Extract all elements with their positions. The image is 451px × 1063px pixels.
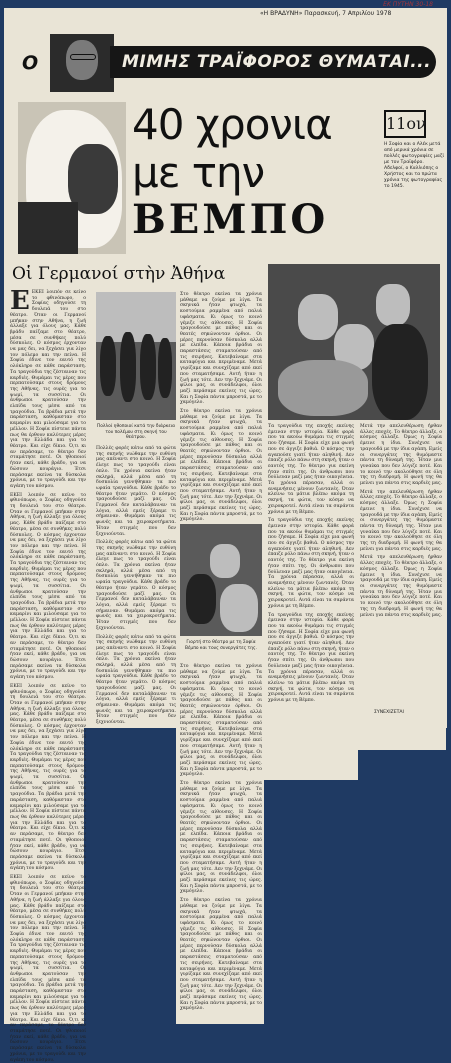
handwritten-note: ΕΚ ΠΥΤΗΝ 30-18 bbox=[383, 1, 433, 8]
article-column-1: ΕΕΚΕΙ λοιπόν σε κείνο το φθινόπωρο, ο Σοφίας οδηγούσε τη δουλειά του στο θέατρο. Όταν οι Γερμανοί μπήκαν στην Αθήνα, η ζωή άλλαξε για όλους μας. Κάθε βράδυ παίζαμε στο θέατρο, μέσα σε συνθήκες πολύ δύσκολες. Ο κόσμος έρχονταν να μας δει, να ξεχάσει για λίγο τον πόλεμο και την πείνα. Η Σοφία έδινε τον εαυτό της ολόκληρο σε κάθε παράσταση. Τα τραγούδια της ζέσταιναν τις καρδιές. Θυμάμαι τις μέρες που περπατούσαμε στους δρόμους της Αθήνας, τις ουρές για το ψωμί, τα συσσίτια. Οι άνθρωποι κρατούσαν την ελπίδα τους μέσα από τα τραγούδια. Τα βράδια μετά την παράσταση, καθόμασταν στο καμαρίνι και μιλούσαμε για το μέλλον. Η Σοφία πίστευε πάντα πως θα έρθουν καλύτερες μέρες για την Ελλάδα και για το θέατρο. Και είχε δίκιο. Ό,τι κι αν περάσαμε, το θέατρο δεν σταμάτησε ποτέ. Οι ηθοποιοί ήταν εκεί, κάθε βράδυ, για να δώσουν κουράγιο. Έτσι περάσαμε εκείνα τα δύσκολα χρόνια, με το τραγούδι και την αγάπη του κόσμου. ΕΚΕΙ λοιπόν σε κείνο το φθινόπωρο, ο Σοφίας οδηγούσε τη δουλειά του στο θέατρο. Όταν οι Γερμανοί μπήκαν στην Αθήνα, η ζωή άλλαξε για όλους μας. Κάθε βράδυ παίζαμε στο θέατρο, μέσα σε συνθήκες πολύ δύσκολες. Ο κόσμος έρχονταν να μας δει, να ξεχάσει για λίγο τον πόλεμο και την πείνα. Η Σοφία έδινε τον εαυτό της ολόκληρο σε κάθε παράσταση. Τα τραγούδια της ζέσταιναν τις καρδιές. Θυμάμαι τις μέρες που περπατούσαμε στους δρόμους της Αθήνας, τις ουρές για το ψωμί, τα συσσίτια. Οι άνθρωποι κρατούσαν την ελπίδα τους μέσα από τα τραγούδια. Τα βράδια μετά την παράσταση, καθόμασταν στο καμαρίνι και μιλούσαμε για το μέλλον. Η Σοφία πίστευε πάντα πως θα έρθουν καλύτερες μέρες για την Ελλάδα και για το θέατρο. Και είχε δίκιο. Ό,τι κι αν περάσαμε, το θέατρο δεν σταμάτησε ποτέ. Οι ηθοποιοί ήταν εκεί, κάθε βράδυ, για να δώσουν κουράγιο. Έτσι περάσαμε εκείνα τα δύσκολα χρόνια, με το τραγούδι και την αγάπη του κόσμου. ΕΚΕΙ λοιπόν σε κείνο το φθινόπωρο, ο Σοφίας οδηγούσε τη δουλειά του στο θέατρο. Όταν οι Γερμανοί μπήκαν στην Αθήνα, η ζωή άλλαξε για όλους μας. Κάθε βράδυ παίζαμε στο θέατρο, μέσα σε συνθήκες πολύ δύσκολες. Ο κόσμος έρχονταν να μας δει, να ξεχάσει για λίγο τον πόλεμο και την πείνα. Η Σοφία έδινε τον εαυτό της ολόκληρο σε κάθε παράσταση. Τα τραγούδια της ζέσταιναν τις καρδιές. Θυμάμαι τις μέρες που περπατούσαμε στους δρόμους της Αθήνας, τις ουρές για το ψωμί, τα συσσίτια. Οι άνθρωποι κρατούσαν την ελπίδα τους μέσα από τα τραγούδια. Τα βράδια μετά την παράσταση, καθόμασταν στο καμαρίνι και μιλούσαμε για το μέλλον. Η Σοφία πίστευε πάντα πως θα έρθουν καλύτερες μέρες για την Ελλάδα και για το θέατρο. Και είχε δίκιο. Ό,τι κι αν περάσαμε, το θέατρο δεν σταμάτησε ποτέ. Οι ηθοποιοί ήταν εκεί, κάθε βράδυ, για να δώσουν κουράγιο. Έτσι περάσαμε εκείνα τα δύσκολα χρόνια, με το τραγούδι και την αγάπη του κόσμου. ΕΚΕΙ λοιπόν σε κείνο το φθινόπωρο, ο Σοφίας οδηγούσε τη δουλειά του στο θέατρο. Όταν οι Γερμανοί μπήκαν στην Αθήνα, η ζωή άλλαξε για όλους μας. Κάθε βράδυ παίζαμε στο θέατρο, μέσα σε συνθήκες πολύ δύσκολες. Ο κόσμος έρχονταν να μας δει, να ξεχάσει για λίγο τον πόλεμο και την πείνα. Η Σοφία έδινε τον εαυτό της ολόκληρο σε κάθε παράσταση. Τα τραγούδια της ζέσταιναν τις καρδιές. Θυμάμαι τις μέρες που περπατούσαμε στους δρόμους της Αθήνας, τις ουρές για το ψωμί, τα συσσίτια. Οι άνθρωποι κρατούσαν την ελπίδα τους μέσα από τα τραγούδια. Τα βράδια μετά την παράσταση, καθόμασταν στο καμαρίνι και μιλούσαμε για το μέλλον. Η Σοφία πίστευε πάντα πως θα έρθουν καλύτερες μέρες για την Ελλάδα και για το θέατρο. Και είχε δίκιο. Ό,τι κι αν περάσαμε, το θέατρο δεν σταμάτησε ποτέ. Οι ηθοποιοί ήταν εκεί, κάθε βράδυ, για να δώσουν κουράγιο. Έτσι περάσαμε εκείνα τα δύσκολα χρόνια, με το τραγούδι και την αγάπη του κόσμου. bbox=[10, 286, 86, 1063]
photo-caption: Γιορτή στο θέατρο με τη Σοφία Βέμπο και τους συνεργάτες της. bbox=[185, 640, 257, 651]
photo-caption: Πολλοί ηθοποιοί κατά την διάρκεια του πολέμου στη σκηνή του θεάτρου. bbox=[96, 424, 176, 440]
newspaper-dateline: «Η ΒΡΑΔΥΝΗ» Παρασκευή, 7 Απριλίου 1978 bbox=[260, 10, 392, 17]
article-column-4: Τα τραγούδια της εποχής εκείνης έμειναν στην ιστορία. Κάθε φορά που τα ακούω θυμάμαι τις στιγμές που ζήσαμε. Η Σοφία είχε μια φωνή που σε άγγιζε βαθιά. Ο κόσμος την αγαπούσε γιατί ήταν αληθινή. Δεν έπαιζε ρόλο πάνω στη σκηνή, ήταν ο εαυτός της. Το θέατρο για εκείνη ήταν σπίτι της. Οι άνθρωποι που δούλευαν μαζί μας ήταν οικογένεια. Τα χρόνια πέρασαν, αλλά οι αναμνήσεις μένουν ζωντανές. Όταν κλείνω τα μάτια βλέπω ακόμα τη σκηνή, τα φώτα, τον κόσμο να χειροκροτεί. Αυτά είναι τα σαράντα χρόνια με τη Βέμπο. Τα τραγούδια της εποχής εκείνης έμειναν στην ιστορία. Κάθε φορά που τα ακούω θυμάμαι τις στιγμές που ζήσαμε. Η Σοφία είχε μια φωνή που σε άγγιζε βαθιά. Ο κόσμος την αγαπούσε γιατί ήταν αληθινή. Δεν έπαιζε ρόλο πάνω στη σκηνή, ήταν ο εαυτός της. Το θέατρο για εκείνη ήταν σπίτι της. Οι άνθρωποι που δούλευαν μαζί μας ήταν οικογένεια. Τα χρόνια πέρασαν, αλλά οι αναμνήσεις μένουν ζωντανές. Όταν κλείνω τα μάτια βλέπω ακόμα τη σκηνή, τα φώτα, τον κόσμο να χειροκροτεί. Αυτά είναι τα σαράντα χρόνια με τη Βέμπο. Τα τραγούδια της εποχής εκείνης έμειναν στην ιστορία. Κάθε φορά που τα ακούω θυμάμαι τις στιγμές που ζήσαμε. Η Σοφία είχε μια φωνή που σε άγγιζε βαθιά. Ο κόσμος την αγαπούσε γιατί ήταν αληθινή. Δεν έπαιζε ρόλο πάνω στη σκηνή, ήταν ο εαυτός της. Το θέατρο για εκείνη ήταν σπίτι της. Οι άνθρωποι που δούλευαν μαζί μας ήταν οικογένεια. Τα χρόνια πέρασαν, αλλά οι αναμνήσεις μένουν ζωντανές. Όταν κλείνω τα μάτια βλέπω ακόμα τη σκηνή, τα φώτα, τον κόσμο να χειροκροτεί. Αυτά είναι τα σαράντα χρόνια με τη Βέμπο. bbox=[268, 424, 354, 704]
vempo-portrait bbox=[18, 102, 126, 254]
headline-line-2: με την bbox=[132, 148, 265, 197]
continued-marker: ΣΥΝΕΧΙΖΕΤΑΙ bbox=[374, 710, 404, 715]
photo-vempo-with-colleagues bbox=[268, 264, 440, 420]
headline-line-1: 40 χρονια bbox=[132, 100, 332, 149]
banner bbox=[6, 34, 436, 92]
banner-text: ΜΙΜΗΣ ΤΡΑΪΦΟΡΟΣ ΘΥΜΑΤΑΙ... bbox=[122, 52, 432, 72]
headline-line-3: ΒΕΜΠΟ bbox=[132, 196, 329, 243]
clipping-column-strip bbox=[358, 720, 446, 750]
side-note: Η Σοφία και ο Αλέκ μετά από μερικά χρόνια σε πολλές φωτογραφίες μαζί με τον Τραϊφόρο. Αδελφοί, ο Καλλιόπης ο Χρήστος και τα πρώτα χρόνια της φωτογραφίας το 1945. bbox=[384, 142, 444, 189]
photo-soldiers bbox=[96, 292, 176, 420]
part-number-box: 11ον bbox=[384, 110, 426, 138]
article-column-2: Πολλές φορές κάτω από τα φώτα της σκηνής νιώθαμε την ευθύνη μας απέναντι στο κοινό. Η Σοφία έλεγε πως το τραγούδι είναι όπλο. Τα χρόνια εκείνα ήταν σκληρά, αλλά μέσα από τη δυσκολία γεννήθηκαν τα πιο ωραία τραγούδια. Κάθε βράδυ το θέατρο ήταν γεμάτο. Ο κόσμος τραγουδούσε μαζί μας. Οι Γερμανοί δεν καταλάβαιναν τα λόγια, αλλά εμείς ξέραμε τι σήμαιναν. Θυμάμαι ακόμα τις φωνές και τα χειροκροτήματα. Ήταν στιγμές που δεν ξεχνιούνται. Πολλές φορές κάτω από τα φώτα της σκηνής νιώθαμε την ευθύνη μας απέναντι στο κοινό. Η Σοφία έλεγε πως το τραγούδι είναι όπλο. Τα χρόνια εκείνα ήταν σκληρά, αλλά μέσα από τη δυσκολία γεννήθηκαν τα πιο ωραία τραγούδια. Κάθε βράδυ το θέατρο ήταν γεμάτο. Ο κόσμος τραγουδούσε μαζί μας. Οι Γερμανοί δεν καταλάβαιναν τα λόγια, αλλά εμείς ξέραμε τι σήμαιναν. Θυμάμαι ακόμα τις φωνές και τα χειροκροτήματα. Ήταν στιγμές που δεν ξεχνιούνται. Πολλές φορές κάτω από τα φώτα της σκηνής νιώθαμε την ευθύνη μας απέναντι στο κοινό. Η Σοφία έλεγε πως το τραγούδι είναι όπλο. Τα χρόνια εκείνα ήταν σκληρά, αλλά μέσα από τη δυσκολία γεννήθηκαν τα πιο ωραία τραγούδια. Κάθε βράδυ το θέατρο ήταν γεμάτο. Ο κόσμος τραγουδούσε μαζί μας. Οι Γερμανοί δεν καταλάβαιναν τα λόγια, αλλά εμείς ξέραμε τι σήμαιναν. Θυμάμαι ακόμα τις φωνές και τα χειροκροτήματα. Ήταν στιγμές που δεν ξεχνιούνται. bbox=[96, 446, 176, 726]
article-column-5: Μετά την απελευθέρωση ήρθαν άλλες εποχές. Το θέατρο άλλαξε, ο κόσμος άλλαξε. Όμως η Σοφία έμεινε η ίδια. Συνέχισε να τραγουδά με την ίδια αγάπη. Εμείς οι συνεργάτες της θυμόμαστε πάντα τη δύναμή της. Ήταν μια γυναίκα που δεν λύγιζε ποτέ. Και το κοινό την ακολούθησε σε όλη της τη διαδρομή. Η φωνή της θα μείνει για πάντα στις καρδιές μας. Μετά την απελευθέρωση ήρθαν άλλες εποχές. Το θέατρο άλλαξε, ο κόσμος άλλαξε. Όμως η Σοφία έμεινε η ίδια. Συνέχισε να τραγουδά με την ίδια αγάπη. Εμείς οι συνεργάτες της θυμόμαστε πάντα τη δύναμή της. Ήταν μια γυναίκα που δεν λύγιζε ποτέ. Και το κοινό την ακολούθησε σε όλη της τη διαδρομή. Η φωνή της θα μείνει για πάντα στις καρδιές μας. Μετά την απελευθέρωση ήρθαν άλλες εποχές. Το θέατρο άλλαξε, ο κόσμος άλλαξε. Όμως η Σοφία έμεινε η ίδια. Συνέχισε να τραγουδά με την ίδια αγάπη. Εμείς οι συνεργάτες της θυμόμαστε πάντα τη δύναμή της. Ήταν μια γυναίκα που δεν λύγιζε ποτέ. Και το κοινό την ακολούθησε σε όλη της τη διαδρομή. Η φωνή της θα μείνει για πάντα στις καρδιές μας. bbox=[360, 424, 443, 618]
banner-prefix: Ο bbox=[22, 52, 39, 74]
article-column-3: Στο θέατρο εκείνα τα χρόνια μάθαμε να ζούμε με λίγα. Τα σκηνικά ήταν φτωχά, τα κοστούμια ραμμένα από παλιά υφάσματα. Κι όμως το κοινό γέμιζε τις αίθουσες. Η Σοφία τραγουδούσε με πάθος και οι θεατές σηκώνονταν όρθιοι. Οι μέρες περνούσαν δύσκολα αλλά με ελπίδα. Κάποια βράδια οι παραστάσεις σταματούσαν από τις σειρήνες. Κατεβαίναμε στα καταφύγια και περιμέναμε. Μετά γυρίζαμε και συνεχίζαμε από εκεί που σταματήσαμε. Αυτή ήταν η ζωή μας τότε. Δεν την ξεχνάμε. Οι φίλοι μας, οι συνάδελφοι, όλοι μαζί περάσαμε εκείνες τις ώρες. Και η Σοφία πάντα μπροστά, με το χαμόγελο. Στο θέατρο εκείνα τα χρόνια μάθαμε να ζούμε με λίγα. Τα σκηνικά ήταν φτωχά, τα κοστούμια ραμμένα από παλιά υφάσματα. Κι όμως το κοινό γέμιζε τις αίθουσες. Η Σοφία τραγουδούσε με πάθος και οι θεατές σηκώνονταν όρθιοι. Οι μέρες περνούσαν δύσκολα αλλά με ελπίδα. Κάποια βράδια οι παραστάσεις σταματούσαν από τις σειρήνες. Κατεβαίναμε στα καταφύγια και περιμέναμε. Μετά γυρίζαμε και συνεχίζαμε από εκεί που σταματήσαμε. Αυτή ήταν η ζωή μας τότε. Δεν την ξεχνάμε. Οι φίλοι μας, οι συνάδελφοι, όλοι μαζί περάσαμε εκείνες τις ώρες. Και η Σοφία πάντα μπροστά, με το χαμόγελο. bbox=[180, 292, 262, 523]
article-column-3-continued: Στο θέατρο εκείνα τα χρόνια μάθαμε να ζούμε με λίγα. Τα σκηνικά ήταν φτωχά, τα κοστούμια ραμμένα από παλιά υφάσματα. Κι όμως το κοινό γέμιζε τις αίθουσες. Η Σοφία τραγουδούσε με πάθος και οι θεατές σηκώνονταν όρθιοι. Οι μέρες περνούσαν δύσκολα αλλά με ελπίδα. Κάποια βράδια οι παραστάσεις σταματούσαν από τις σειρήνες. Κατεβαίναμε στα καταφύγια και περιμέναμε. Μετά γυρίζαμε και συνεχίζαμε από εκεί που σταματήσαμε. Αυτή ήταν η ζωή μας τότε. Δεν την ξεχνάμε. Οι φίλοι μας, οι συνάδελφοι, όλοι μαζί περάσαμε εκείνες τις ώρες. Και η Σοφία πάντα μπροστά, με το χαμόγελο. Στο θέατρο εκείνα τα χρόνια μάθαμε να ζούμε με λίγα. Τα σκηνικά ήταν φτωχά, τα κοστούμια ραμμένα από παλιά υφάσματα. Κι όμως το κοινό γέμιζε τις αίθουσες. Η Σοφία τραγουδούσε με πάθος και οι θεατές σηκώνονταν όρθιοι. Οι μέρες περνούσαν δύσκολα αλλά με ελπίδα. Κάποια βράδια οι παραστάσεις σταματούσαν από τις σειρήνες. Κατεβαίναμε στα καταφύγια και περιμέναμε. Μετά γυρίζαμε και συνεχίζαμε από εκεί που σταματήσαμε. Αυτή ήταν η ζωή μας τότε. Δεν την ξεχνάμε. Οι φίλοι μας, οι συνάδελφοι, όλοι μαζί περάσαμε εκείνες τις ώρες. Και η Σοφία πάντα μπροστά, με το χαμόγελο. Στο θέατρο εκείνα τα χρόνια μάθαμε να ζούμε με λίγα. Τα σκηνικά ήταν φτωχά, τα κοστούμια ραμμένα από παλιά υφάσματα. Κι όμως το κοινό γέμιζε τις αίθουσες. Η Σοφία τραγουδούσε με πάθος και οι θεατές σηκώνονταν όρθιοι. Οι μέρες περνούσαν δύσκολα αλλά με ελπίδα. Κάποια βράδια οι παραστάσεις σταματούσαν από τις σειρήνες. Κατεβαίναμε στα καταφύγια και περιμέναμε. Μετά γυρίζαμε και συνεχίζαμε από εκεί που σταματήσαμε. Αυτή ήταν η ζωή μας τότε. Δεν την ξεχνάμε. Οι φίλοι μας, οι συνάδελφοι, όλοι μαζί περάσαμε εκείνες τις ώρες. Και η Σοφία πάντα μπροστά, με το χαμόγελο. bbox=[180, 664, 262, 1012]
subheading: Οἱ Γερμανοί στὴν Ἀθήνα bbox=[12, 264, 226, 284]
photo-celebration bbox=[180, 524, 262, 636]
author-portrait bbox=[50, 34, 114, 92]
